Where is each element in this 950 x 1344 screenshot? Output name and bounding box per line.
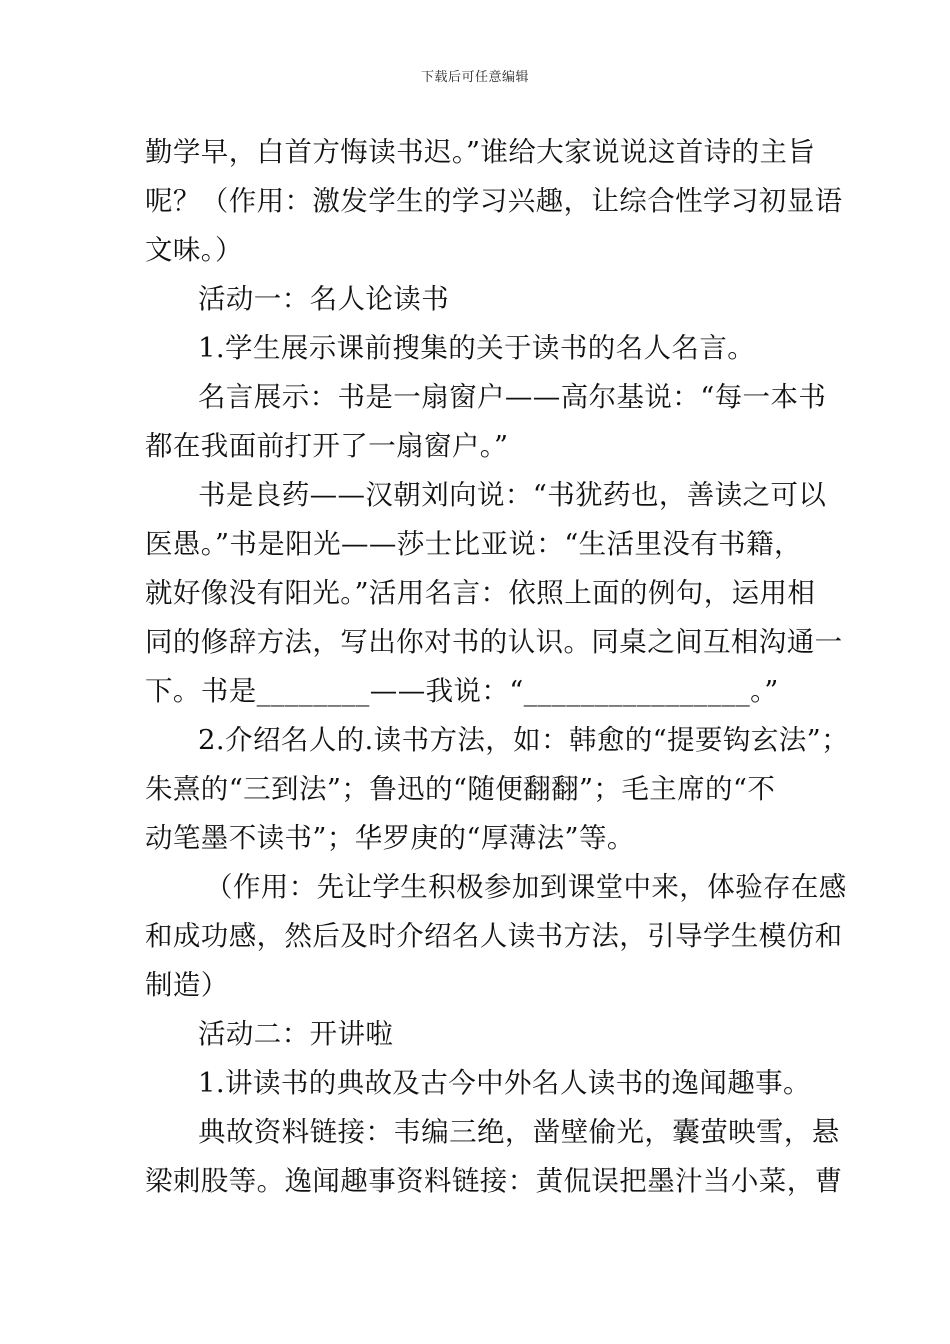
body-line-7: 都在我面前打开了一扇窗户。” (145, 430, 509, 462)
body-line-17: 和成功感，然后及时介绍名人读书方法，引导学生模仿和 (145, 920, 843, 952)
body-line-1: 勤学早，白首方悔读书迟。”谁给大家说说这首诗的主旨 (145, 136, 816, 168)
body-line-13: 2.介绍名人的.读书方法，如：韩愈的“提要钩玄法”； (198, 724, 849, 756)
body-line-14: 朱熹的“三到法”；鲁迅的“随便翻翻”；毛主席的“不 (145, 773, 776, 805)
activity-one-heading: 活动一：名人论读书 (198, 283, 450, 315)
body-line-16: （作用：先让学生积极参加到课堂中来，体验存在感 (205, 871, 847, 903)
body-line-20: 1.讲读书的典故及古今中外名人读书的逸闻趣事。 (198, 1067, 811, 1099)
body-line-15: 动笔墨不读书”；华罗庚的“厚薄法”等。 (145, 822, 635, 854)
body-line-2: 呢？（作用：激发学生的学习兴趣，让综合性学习初显语 (145, 185, 843, 217)
body-line-10: 就好像没有阳光。”活用名言：依照上面的例句，运用相 (145, 577, 816, 609)
body-line-6: 名言展示：书是一扇窗户——高尔基说：“每一本书 (198, 381, 827, 413)
body-line-21: 典故资料链接：韦编三绝，凿壁偷光，囊萤映雪，悬 (198, 1116, 840, 1148)
body-line-9: 医愚。”书是阳光——莎士比亚说：“生活里没有书籍， (145, 528, 802, 560)
body-line-8: 书是良药——汉朝刘向说：“书犹药也，善读之可以 (198, 479, 827, 511)
body-line-5: 1.学生展示课前搜集的关于读书的名人名言。 (198, 332, 756, 364)
header-note: 下载后可任意编辑 (420, 70, 529, 85)
body-line-3: 文味。） (145, 234, 243, 266)
body-line-18: 制造） (145, 969, 229, 1001)
document-body (145, 128, 849, 1206)
body-line-11: 同的修辞方法，写出你对书的认识。同桌之间互相沟通一 (145, 626, 843, 658)
body-line-22: 梁刺股等。逸闻趣事资料链接：黄侃误把墨汁当小菜，曹 (145, 1165, 843, 1197)
body-line-12: 下。书是________——我说：“________________。” (145, 675, 779, 707)
activity-two-heading: 活动二：开讲啦 (198, 1018, 394, 1050)
